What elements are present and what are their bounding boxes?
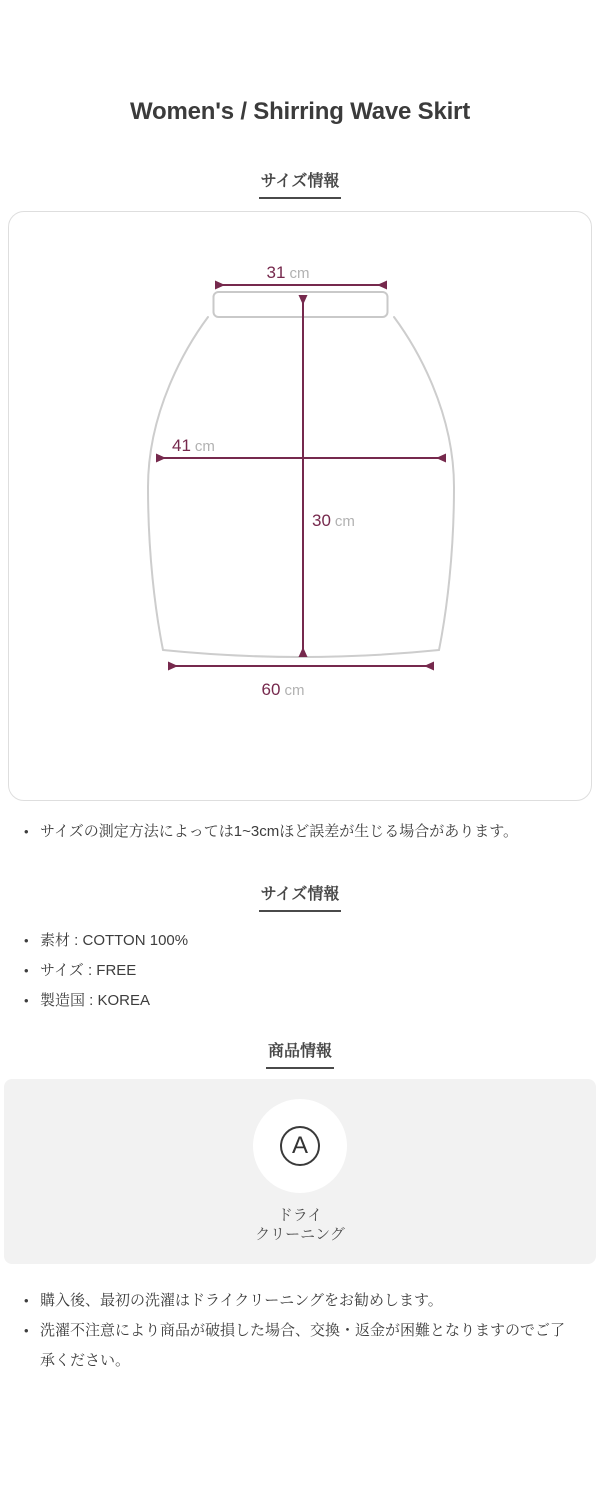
size-note-item <box>0 819 600 845</box>
spec-item-text: 素材 : COTTON 100% <box>40 932 189 949</box>
spec-list <box>0 926 600 1016</box>
skirt-body-outline <box>148 317 454 657</box>
care-symbol-circle <box>253 1099 347 1193</box>
bullet-dot: • <box>24 933 29 948</box>
dimension-hem-width-label: 60 cm <box>261 680 305 699</box>
bullet-dot: • <box>24 963 29 978</box>
care-symbol-label-line2: クリーニング <box>255 1226 345 1243</box>
spec-item-origin <box>0 986 600 1016</box>
spec-item-text: 製造国 : KOREA <box>40 992 151 1009</box>
spec-heading-wrap <box>0 885 600 912</box>
bullet-dot: • <box>24 993 29 1008</box>
dimension-hip-width-label: 41 cm <box>172 436 215 455</box>
size-note-list <box>0 819 600 845</box>
product-heading: 商品情報 <box>266 1042 334 1069</box>
size-diagram-heading-wrap <box>0 172 600 199</box>
bullet-dot: • <box>24 1293 29 1308</box>
page-title: Women's / Shirring Wave Skirt <box>130 98 470 125</box>
spec-item-material <box>0 926 600 956</box>
care-note-item <box>0 1316 600 1376</box>
dimension-length <box>299 295 308 657</box>
size-note-text: サイズの測定方法によっては1~3cmほど誤差が生じる場合があります。 <box>40 823 519 840</box>
spec-item-text: サイズ : FREE <box>40 962 137 979</box>
size-diagram-heading: サイズ情報 <box>259 172 342 199</box>
spec-heading: サイズ情報 <box>259 885 342 912</box>
care-note-text: 洗濯不注意により商品が破損した場合、交換・返金が困難となりますのでご了承ください。 <box>40 1322 566 1369</box>
skirt-measurement-diagram <box>9 212 591 800</box>
care-note-list <box>0 1286 600 1376</box>
care-note-item <box>0 1286 600 1316</box>
size-diagram-panel <box>8 211 592 801</box>
care-note-text: 購入後、最初の洗濯はドライクリーニングをお勧めします。 <box>40 1292 443 1309</box>
dimension-length-label: 30 cm <box>312 511 355 530</box>
dimension-hem-width <box>168 662 434 671</box>
dimension-waist-width-label: 31 cm <box>266 263 310 282</box>
care-symbol-label <box>255 1206 345 1244</box>
dry-cleaning-icon <box>280 1126 320 1166</box>
spec-item-size <box>0 956 600 986</box>
bullet-dot: • <box>24 1323 29 1338</box>
care-symbol-letter: A <box>291 1132 308 1159</box>
bullet-dot: • <box>24 824 29 839</box>
product-heading-wrap <box>0 1042 600 1069</box>
care-symbol-label-line1: ドライ <box>277 1207 323 1224</box>
care-panel <box>4 1079 596 1264</box>
